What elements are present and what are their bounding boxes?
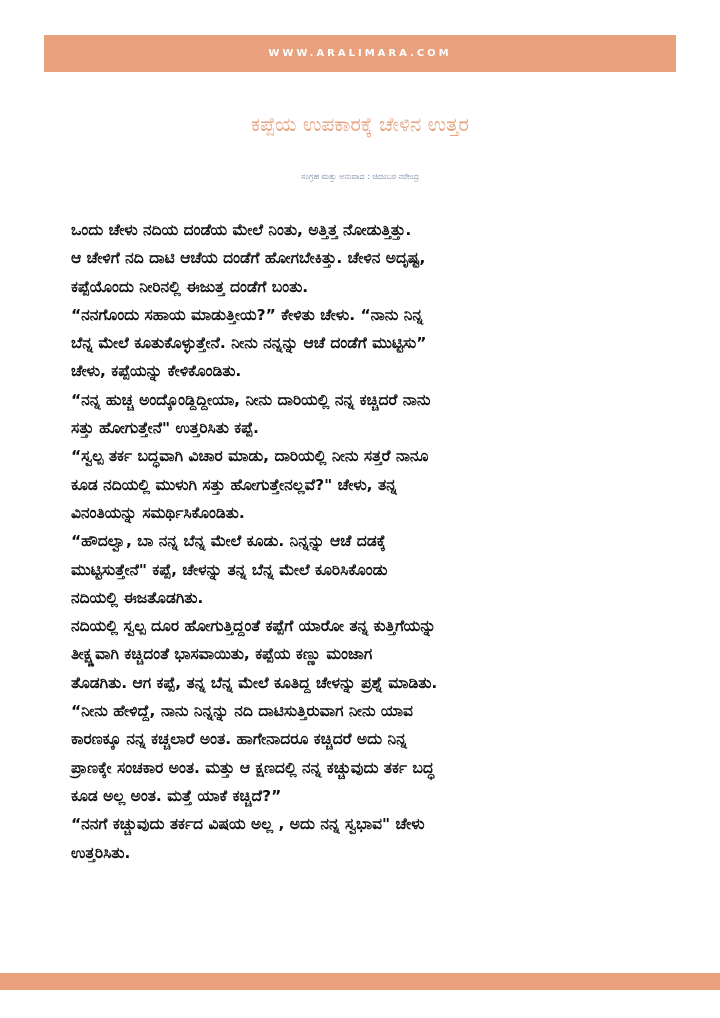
site-url: WWW.ARALIMARA.COM	[268, 48, 452, 59]
story-line: ಕಪ್ಪೆಯೊಂದು ನೀರಿನಲ್ಲಿ ಈಜುತ್ತ ದಂಡೆಗೆ ಬಂತು.	[71, 277, 309, 296]
story-line: “ನೀನು ಹೇಳಿದ್ದೆ, ನಾನು ನಿನ್ನನ್ನು ನದಿ ದಾಟಿಸುತ್ತಿರುವಾಗ ನೀನು ಯಾವ	[71, 702, 413, 721]
story-line: “ನನ್ನ ಹುಚ್ಚ ಅಂದ್ಕೊಂಡ್ದಿದ್ದೀಯಾ, ನೀನು ದಾರಿಯಲ್ಲಿ ನನ್ನ ಕಚ್ಚಿದರೆ ನಾನು	[71, 390, 431, 409]
story-body	[71, 216, 661, 867]
story-line: ಕಾರಣಕ್ಕೂ ನನ್ನ ಕಚ್ಚಲಾರೆ ಅಂತ. ಹಾಗೇನಾದರೂ ಕಚ್ಚಿದರೆ ಅದು ನಿನ್ನ	[71, 730, 407, 749]
story-line: ಪ್ರಾಣಕ್ಕೇ ಸಂಚಕಾರ ಅಂತ. ಮತ್ತು ಆ ಕ್ಷಣದಲ್ಲಿ ನನ್ನ ಕಚ್ಚುವುದು ತರ್ಕ ಬದ್ಧ	[71, 758, 435, 777]
story-line: ಒಂದು ಚೇಳು ನದಿಯ ದಂಡೆಯ ಮೇಲೆ ನಿಂತು, ಅತ್ತಿತ್ತ ನೋಡುತ್ತಿತ್ತು.	[71, 221, 412, 239]
story-line: “ಸ್ವಲ್ಪ ತರ್ಕ ಬದ್ಧವಾಗಿ ವಿಚಾರ ಮಾಡು, ದಾರಿಯಲ್ಲಿ ನೀನು ಸತ್ತರೆ ನಾನೂ	[71, 447, 429, 466]
story-line: ಆ ಚೇಳಿಗೆ ನದಿ ದಾಟಿ ಆಚೆಯ ದಂಡೆಗೆ ಹೋಗಬೇಕಿತ್ತು. ಚೇಳಿನ ಅದೃಷ್ಟ,	[71, 249, 426, 268]
story-line: ಕೂಡ ಅಲ್ಲ ಅಂತ. ಮತ್ತೆ ಯಾಕೆ ಕಚ್ಚಿದೆ?”	[71, 786, 282, 805]
story-line: “ನನಗೆ ಕಚ್ಚುವುದು ತರ್ಕದ ವಿಷಯ ಅಲ್ಲ , ಅದು ನನ್ನ ಸ್ವಭಾವ" ಚೇಳು	[71, 815, 425, 834]
story-line: ವಿನಂತಿಯನ್ನು ಸಮರ್ಥಿಸಿಕೊಂಡಿತು.	[71, 503, 245, 522]
story-line: ನದಿಯಲ್ಲಿ ಸ್ವಲ್ಪ ದೂರ ಹೋಗುತ್ತಿದ್ದಂತೆ ಕಪ್ಪೆಗೆ ಯಾರೋ ತನ್ನ ಕುತ್ತಿಗೆಯನ್ನು	[71, 617, 436, 636]
page-subtitle: ಸಂಗ್ರಹ ಮತ್ತು ಅನುವಾದ : ಚಿದಂಬರ ನರೇಂದ್ರ	[301, 172, 419, 181]
story-line: ಬೆನ್ನ ಮೇಲೆ ಕೂತುಕೊಳ್ಳುತ್ತೇನೆ. ನೀನು ನನ್ನನ್ನು ಆಚೆ ದಂಡೆಗೆ ಮುಟ್ಟಿಸು”	[71, 334, 427, 353]
story-line: ಸತ್ತು ಹೋಗುತ್ತೇನೆ" ಉತ್ತರಿಸಿತು ಕಪ್ಪೆ.	[71, 419, 259, 438]
page-title: ಕಪ್ಪೆಯ ಉಪಕಾರಕ್ಕೆ ಚೇಳಿನ ಉತ್ತರ	[251, 112, 469, 136]
story-line: ಉತ್ತರಿಸಿತು.	[71, 843, 131, 862]
top-banner	[44, 35, 676, 72]
story-line: “ನನಗೊಂದು ಸಹಾಯ ಮಾಡುತ್ತೀಯ?” ಕೇಳಿತು ಚೇಳು. “ನಾನು ನಿನ್ನ	[71, 305, 424, 324]
story-line: ಮುಟ್ಟಿಸುತ್ತೇನೆ" ಕಪ್ಪೆ, ಚೇಳನ್ನು ತನ್ನ ಬೆನ್ನ ಮೇಲೆ ಕೂರಿಸಿಕೊಂಡು	[71, 560, 388, 579]
bottom-bar	[0, 973, 720, 990]
story-line: ಕೂಡ ನದಿಯಲ್ಲಿ ಮುಳುಗಿ ಸತ್ತು ಹೋಗುತ್ತೇನಲ್ಲವೆ?" ಚೇಳು, ತನ್ನ	[71, 475, 397, 494]
story-line: ನದಿಯಲ್ಲಿ ಈಜತೊಡಗಿತು.	[71, 588, 204, 607]
story-line: ತೀಕ್ಷ್ಣವಾಗಿ ಕಚ್ಚಿದಂತೆ ಭಾಸವಾಯಿತು, ಕಪ್ಪೆಯ ಕಣ್ಣು ಮಂಜಾಗ	[71, 645, 373, 664]
story-line: ಚೇಳು, ಕಪ್ಪೆಯನ್ನು ಕೇಳಿಕೊಂಡಿತು.	[71, 362, 242, 381]
story-line: ತೊಡಗಿತು. ಆಗ ಕಪ್ಪೆ, ತನ್ನ ಬೆನ್ನ ಮೇಲೆ ಕೂತಿದ್ದ ಚೇಳನ್ನು ಪ್ರಶ್ನೆ ಮಾಡಿತು.	[71, 673, 438, 692]
story-line: “ಹೌದಲ್ವಾ, ಬಾ ನನ್ನ ಬೆನ್ನ ಮೇಲೆ ಕೂಡು. ನಿನ್ನನ್ನು ಆಚೆ ದಡಕ್ಕೆ	[71, 532, 386, 551]
